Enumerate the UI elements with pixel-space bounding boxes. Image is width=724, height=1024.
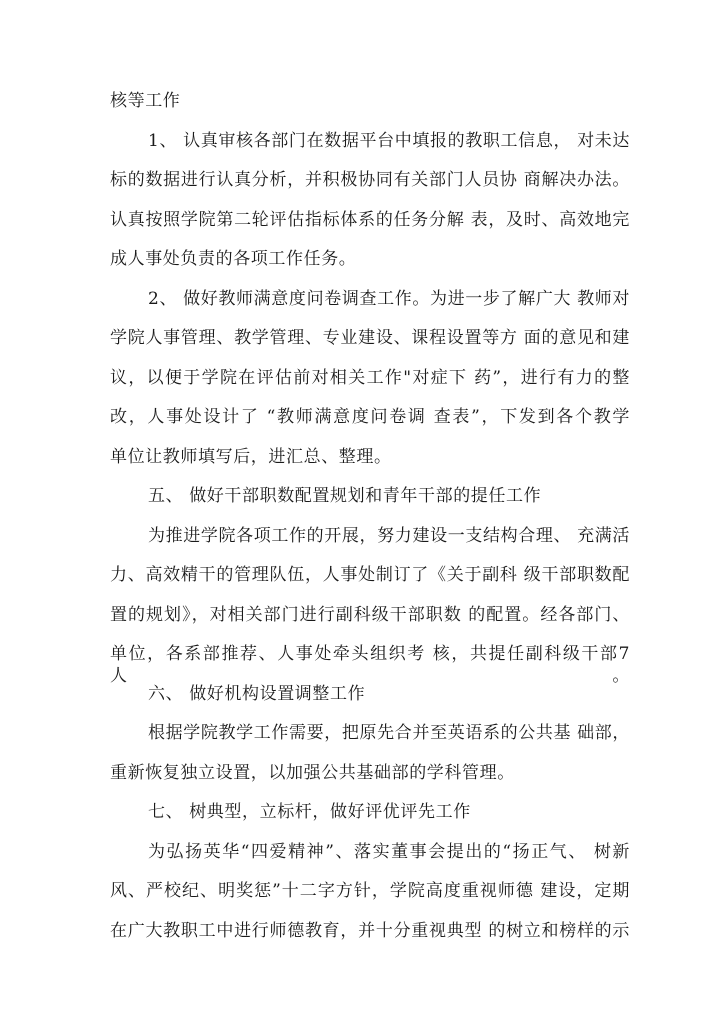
text-line: 风、严校纪、明奖惩”十二字方针，学院高度重视师德 建设，定期	[110, 881, 630, 901]
text-line: 重新恢复独立设置，以加强公共基础部的学科管理。	[110, 763, 515, 783]
text-line: 学院人事管理、教学管理、专业建设、课程设置等方 面的意见和建	[110, 328, 630, 348]
text-line: 认真按照学院第二轮评估指标体系的任务分解 表，及时、高效地完	[110, 210, 630, 230]
text-line: 根据学院教学工作需要，把原先合并至英语系的公共基 础部，	[148, 723, 630, 743]
text-line: 置的规划》，对相关部门进行副科级干部职数 的配置。经各部门、	[110, 605, 630, 625]
section-heading: 五、 做好干部职数配置规划和青年干部的提任工作	[148, 486, 542, 506]
text-line: 成人事处负责的各项工作任务。	[110, 249, 357, 269]
text-line: 为推进学院各项工作的开展，努力建设一支结构合理、 充满活	[148, 526, 630, 546]
text-line: 力、高效精干的管理队伍，人事处制订了《关于副科 级干部职数配	[110, 565, 630, 585]
text-line: 在广大教职工中进行师德教育，并十分重视典型 的树立和榜样的示	[110, 921, 630, 941]
text-line: 标的数据进行认真分析，并积极协同有关部门人员协 商解决办法。	[110, 170, 630, 190]
text-line: 改，人事处设计了 “教师满意度问卷调 查表”，下发到各个教学	[110, 407, 630, 427]
section-heading: 六、 做好机构设置调整工作	[148, 684, 366, 704]
text-line: 2、 做好教师满意度问卷调查工作。为进一步了解广大 教师对	[148, 289, 630, 309]
text-line: 1、 认真审核各部门在数据平台中填报的教职工信息， 对未达	[148, 131, 630, 151]
section-heading: 七、 树典型，立标杆，做好评优评先工作	[148, 802, 471, 822]
text-line: 单位，各系部推荐、人事处牵头组织考 核，共提任副科级干部7人。	[110, 644, 630, 686]
text-line: 议，以便于学院在评估前对相关工作"对症下 药”，进行有力的整	[110, 368, 630, 388]
text-line: 单位让教师填写后，进汇总、整理。	[110, 447, 392, 467]
text-line: 为弘扬英华“四爱精神”、落实董事会提出的“扬正气、 树新	[148, 842, 630, 862]
text-line: 核等工作	[110, 91, 181, 111]
